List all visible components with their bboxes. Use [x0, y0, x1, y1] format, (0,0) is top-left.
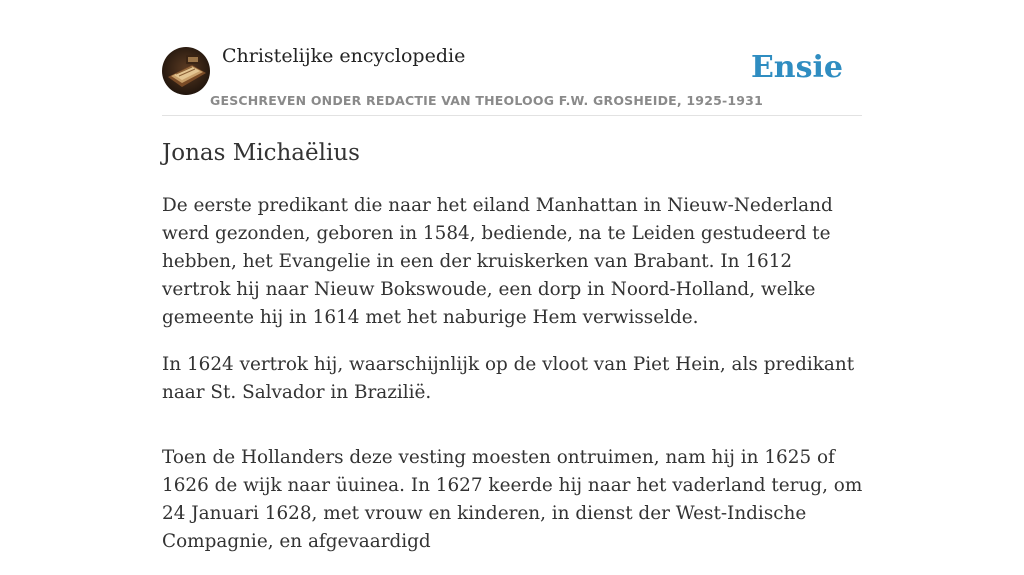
article-paragraph: Toen de Hollanders deze vesting moesten ontruimen, nam hij in 1625 of 1626 de wijk naar üuinea. In 1627 keerde hij naar het vaderland terug, om 24 Januari 1628, met vrouw en kinderen, in dienst der West-Indische Compagnie, en afgevaardigd	[162, 447, 863, 552]
site-header	[162, 0, 862, 116]
article-paragraph: De eerste predikant die naar het eiland Manhattan in Nieuw-Nederland werd gezonden, geboren in 1584, bediende, na te Leiden gestudeerd te hebben, het Evangelie in een der kruiskerken van Brabant. In 1612 vertrok hij naar Nieuw Bokswoude, een dorp in Noord-Holland, welke gemeente hij in 1614 met het naburige Hem verwisselde.	[162, 195, 833, 328]
site-tagline: GESCHREVEN ONDER REDACTIE VAN THEOLOOG F.W. GROSHEIDE, 1925-1931	[210, 93, 763, 108]
article-paragraph: In 1624 vertrok hij, waarschijnlijk op de vloot van Piet Hein, als predikant naar St. Salvador in Brazilië.	[162, 354, 855, 403]
article-body	[162, 192, 866, 575]
article-title: Jonas Michaëlius	[162, 140, 360, 166]
brand-logo[interactable]: Ensie	[750, 50, 843, 85]
site-logo[interactable]	[162, 47, 210, 95]
site-name[interactable]: Christelijke encyclopedie	[222, 45, 466, 67]
book-photo-icon	[162, 47, 210, 95]
